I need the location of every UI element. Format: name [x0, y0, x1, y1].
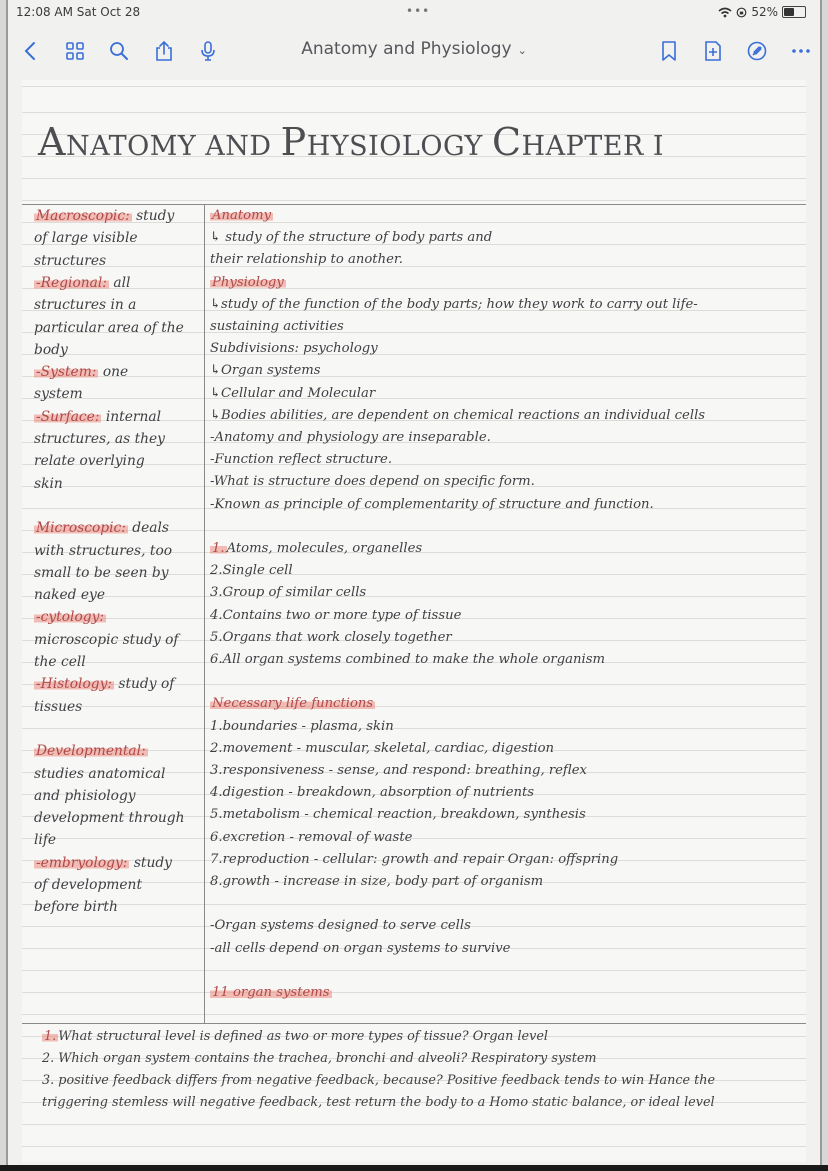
questions-line: [42, 1048, 597, 1070]
left-column-line: [34, 272, 130, 294]
column-divider: [204, 205, 205, 1023]
main-column-line: [210, 738, 554, 760]
main-column-line: [210, 316, 344, 338]
left-column-line: [34, 473, 63, 495]
main-column-line: [210, 427, 491, 449]
line-text: tissues: [34, 698, 83, 715]
orientation-lock-icon: [736, 7, 747, 18]
wifi-icon: [718, 7, 732, 18]
line-text: before birth: [34, 899, 118, 916]
main-column-line: [210, 383, 375, 405]
pencil-slash-icon: [746, 40, 768, 62]
highlighted-term: 1.: [212, 541, 225, 556]
left-column-line: [34, 406, 161, 428]
main-column-line: [210, 405, 705, 427]
line-text: ↳Organ systems: [210, 363, 321, 379]
chevron-down-icon: ⌄: [517, 44, 527, 57]
main-column-line: [210, 471, 535, 493]
line-text: development through: [34, 810, 185, 827]
left-column-line: [34, 651, 86, 673]
main-column-line: [210, 360, 321, 382]
add-page-button[interactable]: [700, 38, 726, 64]
multitasking-dots[interactable]: •••: [406, 4, 431, 18]
add-page-icon: [702, 40, 724, 62]
bookmark-icon: [658, 40, 680, 62]
line-text: 1.boundaries - plasma, skin: [210, 718, 394, 734]
more-icon: [790, 40, 812, 62]
left-column-line: [34, 807, 185, 829]
main-column-line: [210, 649, 605, 671]
line-text: internal: [101, 408, 161, 425]
left-column-line: [34, 629, 179, 651]
main-column-line: [210, 227, 492, 249]
main-column-line: [210, 627, 452, 649]
main-column-line: [210, 294, 698, 316]
left-column-line: [34, 205, 174, 227]
line-text: 6.All organ systems combined to make the whole organism: [210, 652, 605, 667]
line-text: 2.movement - muscular, skeletal, cardiac, digestion: [210, 740, 555, 756]
status-indicators: [718, 5, 806, 19]
line-text: 4.digestion - breakdown, absorption of nutrients: [210, 785, 535, 801]
line-text: system: [34, 386, 83, 403]
questions-line: [42, 1026, 548, 1048]
line-text: triggering stemless will negative feedback, test return the body to a Homo static balance, or ideal level: [42, 1095, 715, 1110]
line-text: 6.excretion - removal of waste: [210, 829, 413, 845]
highlighted-term: -Histology:: [36, 676, 113, 693]
line-text: all: [108, 274, 131, 291]
line-text: 5.Organs that work closely together: [210, 629, 452, 645]
highlighted-term: Developmental:: [36, 743, 146, 760]
line-text: their relationship to another.: [210, 252, 403, 268]
status-bar: [8, 0, 820, 26]
highlighted-term: Microscopic:: [36, 520, 126, 537]
line-text: structures in a: [34, 297, 137, 314]
questions-line: [42, 1092, 715, 1114]
left-column-line: [34, 250, 106, 272]
main-column-line: [210, 249, 403, 271]
highlighted-term: Macroscopic:: [36, 208, 130, 224]
main-column-line: [210, 582, 366, 604]
line-text: Atoms, molecules, organelles: [226, 541, 423, 556]
line-text: 2.Single cell: [210, 563, 293, 579]
left-column-line: [34, 517, 169, 539]
highlighted-term: -embryology:: [36, 854, 128, 871]
highlighted-term: Necessary life functions: [212, 696, 374, 712]
line-text: ↳study of the function of the body parts; how they work to carry out life-: [210, 296, 698, 312]
main-column-line: [210, 605, 461, 627]
line-text: of large visible: [34, 230, 138, 247]
main-column-line: [210, 272, 286, 294]
line-text: particular area of the: [34, 319, 184, 336]
status-time-date: 12:08 AM Sat Oct 28: [16, 5, 141, 19]
main-column-line: [210, 982, 332, 1004]
line-text: 7.reproduction - cellular: growth and repair Organ: offspring: [210, 851, 619, 867]
left-column-line: [34, 562, 169, 584]
left-column-line: [34, 540, 172, 562]
line-text: study of: [114, 676, 175, 693]
main-column-line: [210, 760, 587, 782]
line-text: structures, as they: [34, 431, 165, 447]
left-column-line: [34, 785, 136, 807]
left-column-line: [34, 740, 148, 762]
line-text: ↳ study of the structure of body parts and: [210, 230, 493, 246]
main-column-line: [210, 804, 586, 826]
line-text: 2. Which organ system contains the trachea, bronchi and alveoli? Respiratory system: [42, 1051, 597, 1066]
left-column-line: [34, 294, 136, 316]
main-column-line: [210, 782, 534, 804]
highlighted-term: -Surface:: [36, 408, 100, 425]
highlighted-term: 1.: [44, 1029, 57, 1044]
line-text: 3. positive feedback differs from negative feedback, because? Positive feedback tends to win Hance the: [42, 1073, 716, 1088]
line-text: naked eye: [34, 587, 105, 604]
left-column-line: [34, 874, 142, 896]
line-text: body: [34, 341, 68, 358]
line-text: Subdivisions: psychology: [210, 341, 378, 357]
left-column-line: [34, 584, 105, 606]
line-text: the cell: [34, 654, 86, 670]
line-text: one: [98, 364, 129, 381]
line-text: 3.responsiveness - sense, and respond: breathing, reflex: [210, 763, 587, 778]
main-column-line: [210, 693, 375, 715]
main-column-line: [210, 538, 422, 560]
highlighted-term: -System:: [36, 364, 97, 381]
left-column-line: [34, 339, 68, 361]
main-column-line: [210, 871, 543, 893]
note-page[interactable]: [22, 80, 806, 1162]
main-column-line: [210, 716, 394, 738]
left-column-line: [34, 450, 145, 472]
document-title-menu[interactable]: [8, 39, 820, 59]
main-column-line: [210, 827, 412, 849]
line-text: study: [131, 208, 175, 224]
line-text: relate overlying: [34, 453, 145, 470]
left-column-line: [34, 317, 184, 339]
questions-line: [42, 1070, 715, 1092]
more-button[interactable]: [788, 38, 814, 64]
page-title: ANATOMY AND PHYSIOLOGY CHAPTER I: [38, 120, 665, 164]
main-column-line: [210, 449, 392, 471]
main-column-line: [210, 849, 618, 871]
highlighted-term: -cytology:: [36, 609, 105, 626]
left-column-line: [34, 673, 174, 695]
line-text: small to be seen by: [34, 564, 169, 581]
app-toolbar: [8, 26, 820, 76]
highlighted-term: Physiology: [212, 274, 284, 290]
main-column-line: [210, 338, 378, 360]
line-text: structures: [34, 252, 107, 269]
main-column-line: [210, 938, 510, 960]
line-text: of development: [34, 877, 142, 893]
main-column-line: [210, 560, 293, 582]
bookmark-button[interactable]: [656, 38, 682, 64]
main-column-line: [210, 494, 654, 516]
left-column-line: [34, 428, 165, 450]
line-text: ↳Bodies abilities, are dependent on chemical reactions an individual cells: [210, 407, 706, 423]
line-text: studies anatomical: [34, 765, 166, 782]
line-text: life: [34, 832, 57, 849]
line-text: -Known as principle of complementarity of structure and function.: [210, 496, 654, 512]
line-text: -What is structure does depend on specific form.: [210, 474, 535, 490]
left-column-line: [34, 696, 82, 718]
line-text: What structural level is defined as two or more types of tissue? Organ level: [58, 1029, 549, 1044]
battery-percent: 52%: [751, 5, 778, 19]
line-text: 3.Group of similar cells: [210, 585, 367, 601]
line-text: deals: [127, 520, 170, 537]
battery-level: [784, 8, 794, 16]
left-column-line: [34, 227, 138, 249]
line-text: 8.growth - increase in size, body part of organism: [210, 874, 544, 889]
line-text: -Anatomy and physiology are inseparable.: [210, 430, 491, 445]
read-only-toggle-button[interactable]: [744, 38, 770, 64]
line-text: sustaining activities: [210, 319, 344, 334]
line-text: and phisiology: [34, 787, 136, 804]
left-column-line: [34, 606, 106, 628]
line-text: 5.metabolism - chemical reaction, breakdown, synthesis: [210, 807, 586, 823]
main-column-line: [210, 915, 471, 937]
highlighted-term: -Regional:: [36, 274, 107, 291]
line-text: with structures, too: [34, 542, 173, 559]
main-column-line: [210, 205, 273, 227]
left-column-line: [34, 383, 83, 405]
screen-bottom-edge: [0, 1165, 828, 1171]
left-column-line: [34, 361, 128, 383]
line-text: microscopic study of: [34, 631, 179, 648]
highlighted-term: 11 organ systems: [212, 985, 330, 1000]
document-title: Anatomy and Physiology: [301, 39, 512, 59]
line-text: skin: [34, 475, 63, 492]
left-column-line: [34, 829, 56, 851]
line-text: 4.Contains two or more type of tissue: [210, 607, 462, 623]
line-text: ↳Cellular and Molecular: [210, 385, 376, 401]
ipad-screen: [8, 0, 820, 1165]
highlighted-term: Anatomy: [212, 208, 272, 223]
line-text: -Function reflect structure.: [210, 452, 393, 468]
left-column-line: [34, 896, 118, 918]
left-column-line: [34, 763, 165, 785]
left-column-line: [34, 852, 172, 874]
line-text: -Organ systems designed to serve cells: [210, 918, 471, 934]
battery-icon: [782, 6, 806, 18]
line-text: -all cells depend on organ systems to survive: [210, 940, 511, 956]
notes-table: [22, 204, 806, 1024]
line-text: study: [129, 854, 172, 871]
